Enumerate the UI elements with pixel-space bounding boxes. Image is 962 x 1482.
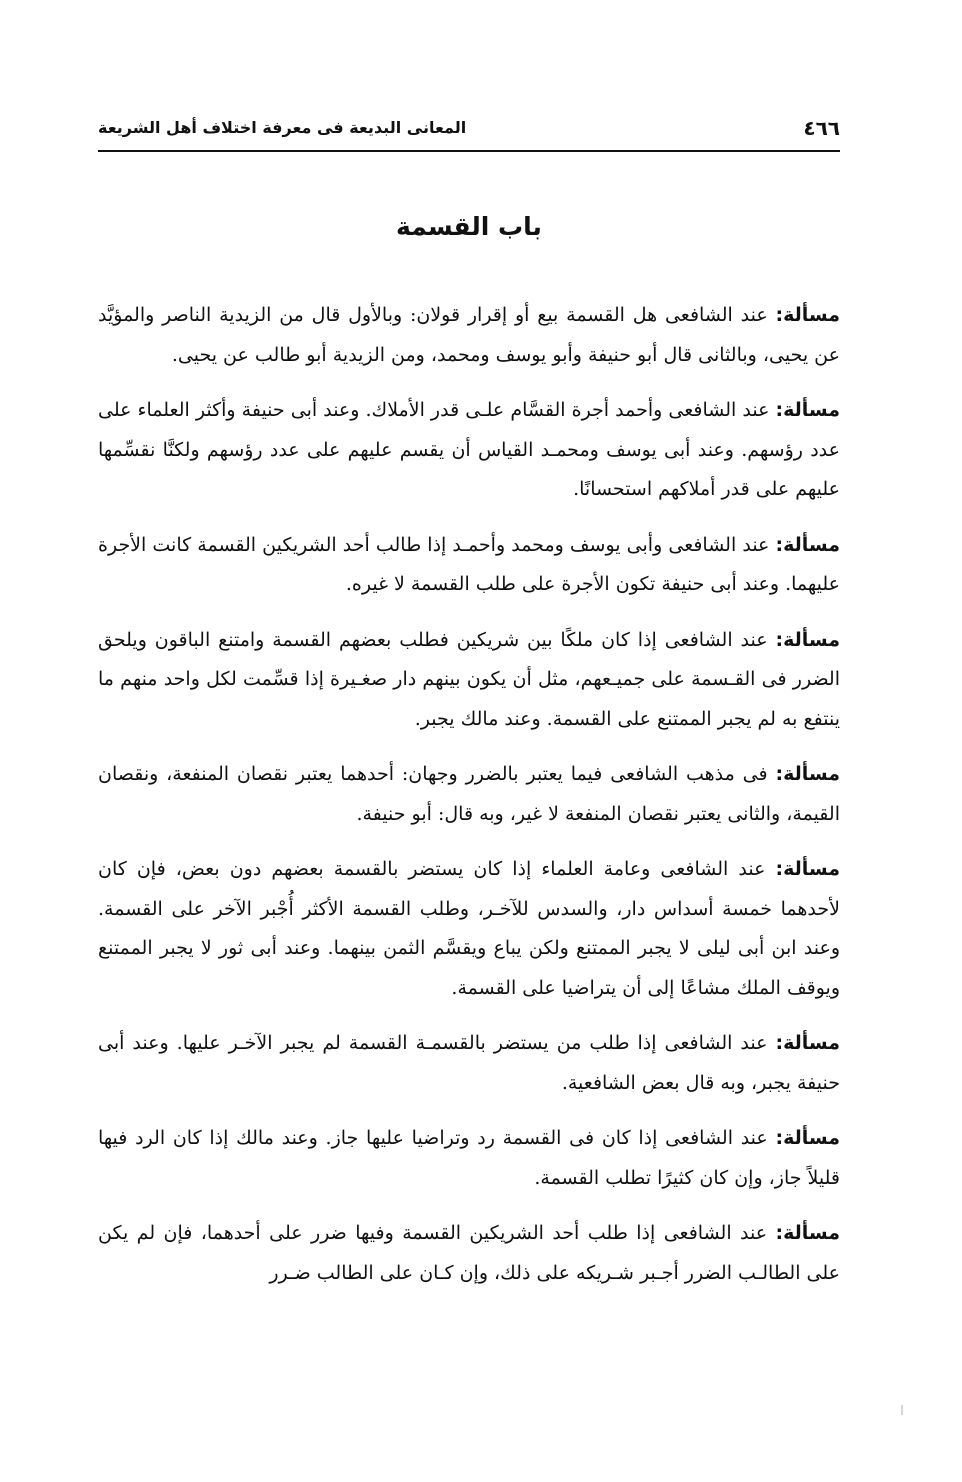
issue-label: مسألة: xyxy=(775,858,840,880)
issue-paragraph xyxy=(98,1119,840,1198)
issue-label: مسألة: xyxy=(775,399,840,421)
running-header xyxy=(98,116,840,146)
header-rule xyxy=(98,150,840,152)
issue-text: عند الشافعى وعامة العلماء إذا كان يستضر بالقسمة بعضهم دون بعض، فإن كان لأحدهما خمسة أسداس دار، والسدس للآخـر، وطلب القسمة الأكثر أُجْبر الآخر على القسمة. وعند ابن أبى ليلى لا يجبر الممتنع ولكن يباع ويقسَّم الثمن بينهما. وعند أبى ثور لا يجبر الممتنع ويوقف الملك مشاعًا إلى أن يتراضيا على القسمة. xyxy=(98,858,840,999)
issue-label: مسألة: xyxy=(775,304,840,326)
issue-text: عند الشافعى إذا طلب أحد الشريكين القسمة وفيها ضرر على أحدهما، فإن لم يكن على الطالـب الضرر أجـبر شـريكه على ذلك، وإن كـان على الطالب ضـرر xyxy=(98,1222,840,1284)
issue-text: فى مذهب الشافعى فيما يعتبر بالضرر وجهان: أحدهما يعتبر نقصان المنفعة، ونقصان القيمة، والثانى يعتبر نقصان المنفعة لا غير، وبه قال: أبو حنيفة. xyxy=(98,763,840,825)
issue-text: عند الشافعى إذا كان فى القسمة رد وتراضيا عليها جاز. وعند مالك إذا كان الرد فيها قليلاً جاز، وإن كان كثيرًا تطلب القسمة. xyxy=(98,1127,840,1189)
issue-paragraph xyxy=(98,621,840,740)
issue-text: عند الشافعى إذا كان ملكًا بين شريكين فطلب بعضهم القسمة وامتنع الباقون ويلحق الضرر فى القـسمة على جميـعهم، مثل أن يكون بينهم دار صغـيرة إذا قسِّمت لكل واحد منهم ما ينتفع به لم يجبر الممتنع على القسمة. وعند مالك يجبر. xyxy=(98,628,840,730)
issue-label: مسألة: xyxy=(775,628,840,651)
issue-paragraph xyxy=(98,850,840,1008)
issue-text: عند الشافعى هل القسمة بيع أو إقرار قولان: وبالأول قال من الزيدية الناصر والمؤيَّد عن يحيى، وبالثانى قال أبو حنيفة وأبو يوسف ومحمد، ومن الزيدية أبو طالب عن يحيى. xyxy=(98,304,840,366)
issue-paragraph xyxy=(98,296,840,375)
issue-paragraph xyxy=(98,526,840,605)
issue-label: مسألة: xyxy=(775,533,840,556)
scan-edge-mark xyxy=(901,1405,903,1415)
issue-paragraph xyxy=(98,1214,840,1293)
chapter-title: باب القسمة xyxy=(396,212,542,241)
issue-text: عند الشافعى إذا طلب من يستضر بالقسمـة القسمة لم يجبر الآخـر عليها. وعند أبى حنيفة يجبر، وبه قال بعض الشافعية. xyxy=(98,1032,840,1094)
issue-paragraph xyxy=(98,755,840,834)
issue-paragraph xyxy=(98,1024,840,1103)
issue-text: عند الشافعى وأحمد أجرة القسَّام علـى قدر الأملاك. وعند أبى حنيفة وأكثر العلماء على عدد رؤسهم. وعند أبى يوسف ومحمـد القياس أن يقسم عليهم على عدد رؤسهم ولكنَّا نقسِّمها عليهم على قدر أملاكهم استحسانًا. xyxy=(98,399,840,500)
issue-label: مسألة: xyxy=(775,1127,840,1149)
issue-label: مسألة: xyxy=(775,1222,841,1244)
page-body xyxy=(98,296,840,1309)
page-number: ٤٦٦ xyxy=(803,116,840,140)
book-title: المعانى البديعة فى معرفة اختلاف أهل الشريعة xyxy=(98,118,467,137)
issue-paragraph xyxy=(98,391,840,510)
issue-label: مسألة: xyxy=(775,763,840,785)
issue-label: مسألة: xyxy=(775,1032,840,1054)
issue-text: عند الشافعى وأبى يوسف ومحمد وأحمـد إذا طالب أحد الشريكين القسمة كانت الأجرة عليهما. وعند أبى حنيفة تكون الأجرة على طلب القسمة لا غيره. xyxy=(98,533,840,595)
